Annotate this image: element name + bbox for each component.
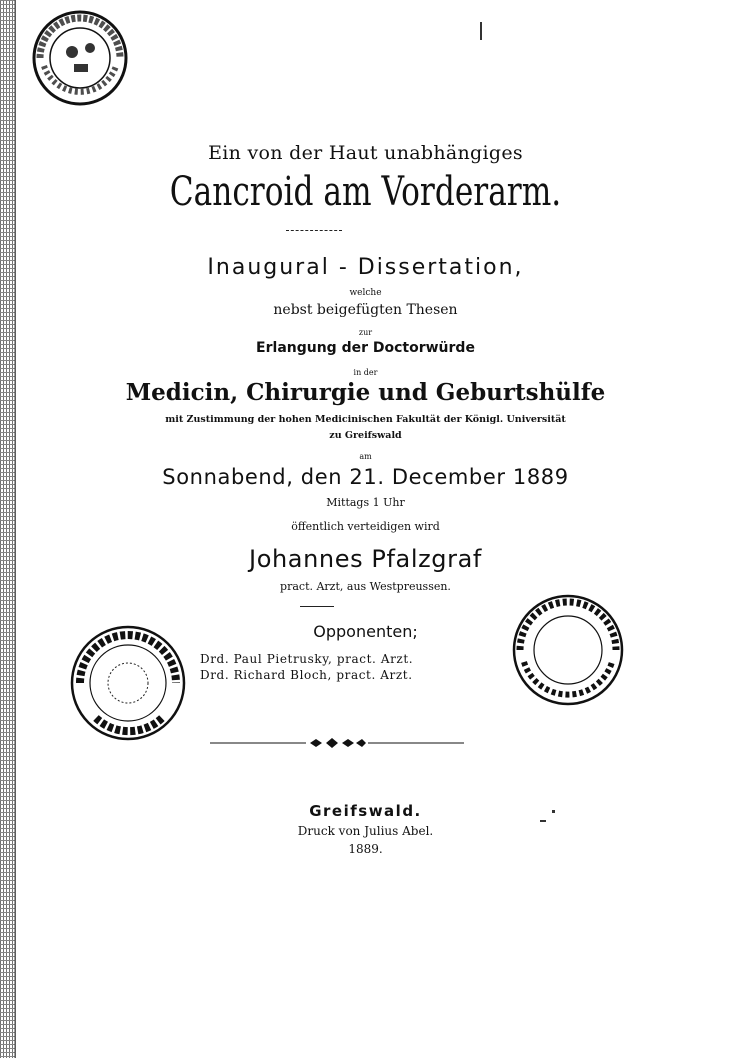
dissertation-kind: Inaugural - Dissertation, xyxy=(207,255,524,280)
city-line: zu Greifswald xyxy=(329,430,402,441)
library-stamp-left xyxy=(66,622,190,744)
welche-text: welche xyxy=(349,288,382,298)
in-der-text: in der xyxy=(353,368,378,377)
scan-speck xyxy=(480,22,482,40)
imprint-place: Greifswald. xyxy=(309,802,422,820)
ornament-divider xyxy=(210,736,464,750)
opponent-item: Drd. Richard Bloch, pract. Arzt. xyxy=(200,668,413,682)
pretitle: Ein von der Haut unabhängiges xyxy=(208,142,523,164)
opponent-item: Drd. Paul Pietrusky, pract. Arzt. xyxy=(200,652,414,666)
author-name: Johannes Pfalzgraf xyxy=(249,545,482,573)
author-divider xyxy=(300,606,334,607)
opponents-heading: Opponenten; xyxy=(313,622,418,641)
fields-text: Medicin, Chirurgie und Geburtshülfe xyxy=(125,379,606,406)
scan-speck xyxy=(552,810,555,813)
imprint-printer: Druck von Julius Abel. xyxy=(297,824,434,838)
am-text: am xyxy=(359,452,372,461)
title-divider xyxy=(286,230,342,231)
scan-speck xyxy=(540,820,546,822)
imprint-year: 1889. xyxy=(348,842,383,856)
approval-text: mit Zustimmung der hohen Medicinischen Fakultät der Königl. Universität xyxy=(165,414,566,425)
stamp-top-left xyxy=(20,8,140,108)
zur-text: zur xyxy=(358,328,373,337)
theses-text: nebst beigefügten Thesen xyxy=(273,302,458,318)
library-stamp-right xyxy=(508,590,628,710)
defense-time: Mittags 1 Uhr xyxy=(326,496,405,509)
page-title: Cancroid am Vorderarm. xyxy=(169,169,562,215)
defend-text: öffentlich verteidigen wird xyxy=(291,520,440,533)
defense-date: Sonnabend, den 21. December 1889 xyxy=(162,465,569,489)
degree-text: Erlangung der Doctorwürde xyxy=(256,340,475,356)
author-info: pract. Arzt, aus Westpreussen. xyxy=(280,580,451,593)
